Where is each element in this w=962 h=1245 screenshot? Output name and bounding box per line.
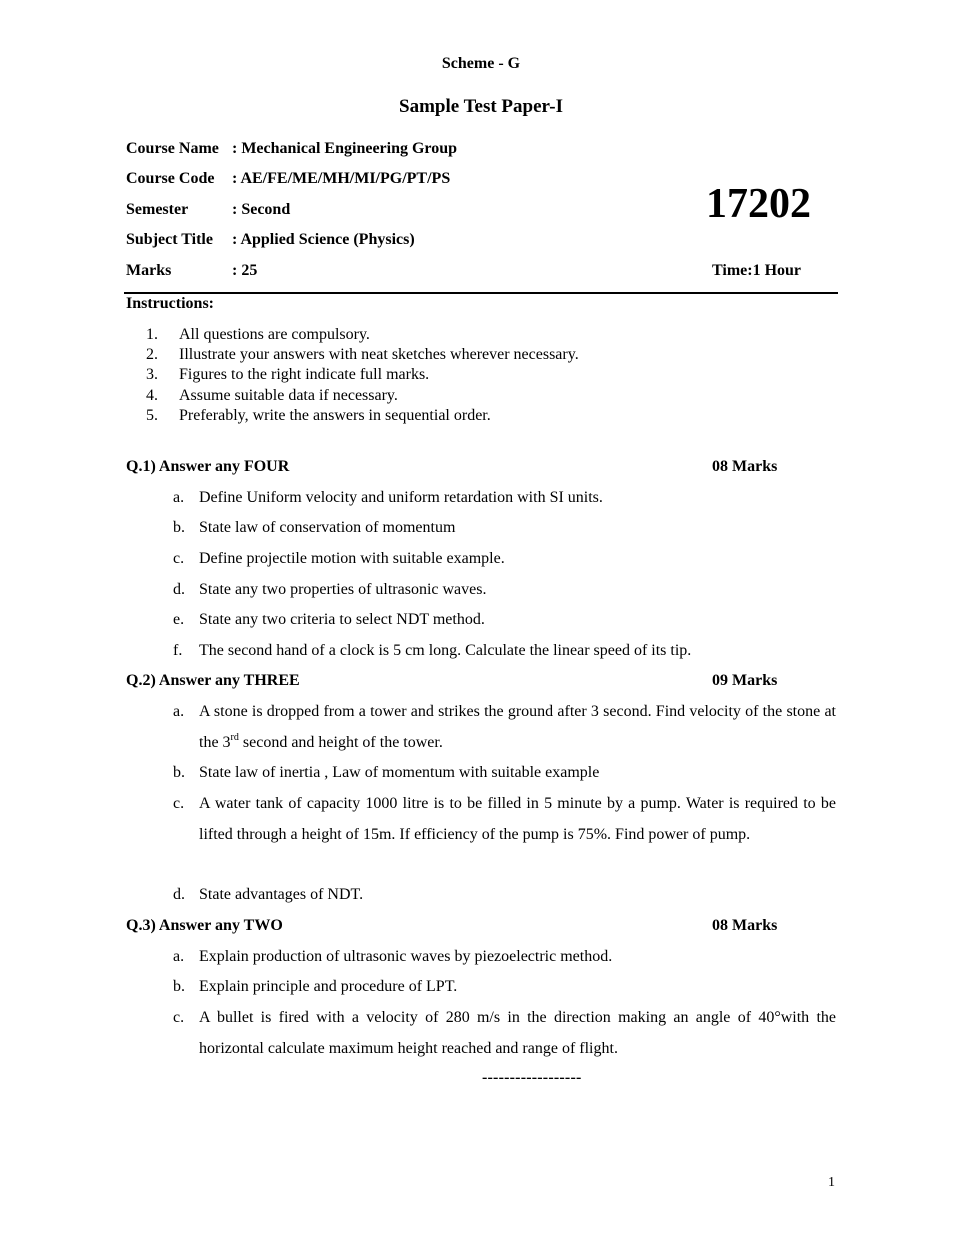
instruction-number: 4. [146,387,158,404]
question-3-heading: Q.3) Answer any TWO [126,917,283,934]
sub-question-text: Explain production of ultrasonic waves by piezoelectric method. [199,948,613,965]
sub-question-text: Define Uniform velocity and uniform retardation with SI units. [199,489,603,506]
sub-question-text: State advantages of NDT. [199,886,364,903]
ordinal-superscript: rd [230,731,239,743]
sub-question-letter: b. [173,519,185,536]
question-2-heading: Q.2) Answer any THREE [126,672,300,689]
instruction-text: Assume suitable data if necessary. [179,387,398,404]
sub-question-letter: c. [173,795,185,812]
instruction-text: Figures to the right indicate full marks. [179,366,430,383]
sub-question-letter: d. [173,886,185,903]
instruction-number: 5. [146,407,158,424]
question-1-heading: Q.1) Answer any FOUR [126,458,290,475]
instruction-text: Illustrate your answers with neat sketches wherever necessary. [179,346,579,363]
sub-question-letter: a. [173,948,185,965]
subject-title-label: Subject Title [126,231,213,248]
sub-question-letter: a. [173,703,185,720]
course-name-label: Course Name [126,140,219,157]
end-separator: ------------------ [482,1069,582,1086]
paper-title: Sample Test Paper-I [399,96,563,117]
sub-question-letter: b. [173,764,185,781]
marks-label: Marks [126,262,172,279]
sub-question-text: The second hand of a clock is 5 cm long. Calculate the linear speed of its tip. [199,642,692,659]
sub-question-text: A bullet is fired with a velocity of 280 m/s in the direction making an angle of 40°with the horizontal calculate maximum height reached and range of flight. [199,1009,836,1057]
sub-question-text-part: A stone is dropped from a tower and strikes the ground after 3 second. Find velocity of the stone at the 3 [199,703,836,751]
sub-question-text: State any two properties of ultrasonic waves. [199,581,487,598]
marks-value: : 25 [232,262,258,279]
instruction-text: Preferably, write the answers in sequential order. [179,407,491,424]
question-3-marks: 08 Marks [712,917,778,934]
sub-question-letter: c. [173,1009,185,1026]
sub-question-text: State law of conservation of momentum [199,519,456,536]
course-code-label: Course Code [126,170,215,187]
page-number: 1 [828,1175,835,1190]
paper-code: 17202 [706,181,811,227]
question-2-marks: 09 Marks [712,672,778,689]
sub-question-text: Explain principle and procedure of LPT. [199,978,458,995]
sub-question-letter: b. [173,978,185,995]
sub-question-letter: f. [173,642,183,659]
instruction-number: 2. [146,346,158,363]
sub-question-letter: a. [173,489,185,506]
scheme-label: Scheme - G [441,55,521,72]
course-name-value: : Mechanical Engineering Group [232,140,458,157]
instruction-number: 1. [146,326,158,343]
sub-question-text: A water tank of capacity 1000 litre is to be filled in 5 minute by a pump. Water is required to be lifted through a height of 15m. If efficiency of the pump is 75%. Find power of pump. [199,795,836,843]
instruction-text: All questions are compulsory. [179,326,370,343]
question-1-marks: 08 Marks [712,458,778,475]
sub-question-letter: d. [173,581,185,598]
semester-value: : Second [232,201,291,218]
sub-question-letter: c. [173,550,185,567]
subject-title-value: : Applied Science (Physics) [232,231,415,248]
sub-question-text [199,697,836,758]
instructions-heading: Instructions: [126,295,215,312]
header-divider [124,292,838,294]
sub-question-text: State law of inertia , Law of momentum with suitable example [199,764,600,781]
sub-question-text-part: second and height of the tower. [238,733,443,751]
semester-label: Semester [126,201,189,218]
sub-question-text: State any two criteria to select NDT method. [199,611,485,628]
time-duration: Time:1 Hour [712,262,802,279]
course-code-value: : AE/FE/ME/MH/MI/PG/PT/PS [232,170,451,187]
sub-question-text: Define projectile motion with suitable example. [199,550,505,567]
instruction-number: 3. [146,366,158,383]
sub-question-letter: e. [173,611,185,628]
